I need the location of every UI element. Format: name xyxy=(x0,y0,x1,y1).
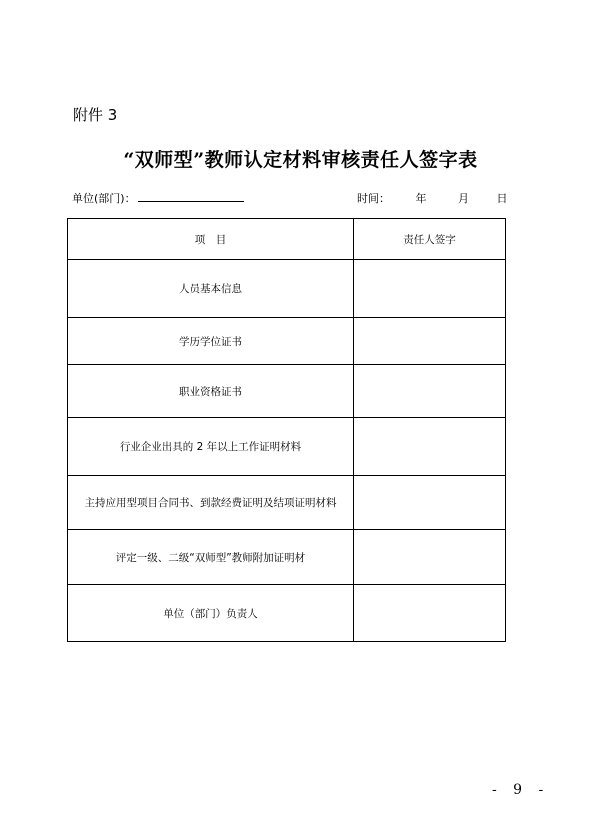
signature-cell xyxy=(354,476,506,530)
signature-cell xyxy=(354,260,506,318)
page-title: “双师型”教师认定材料审核责任人签字表 xyxy=(123,149,478,171)
year-label: 年 xyxy=(415,192,427,205)
table-header-row xyxy=(68,219,506,260)
row-label: 单位（部门）负责人 xyxy=(68,585,354,642)
signature-table xyxy=(67,218,506,642)
page-number: - 9 - xyxy=(492,782,550,798)
row-label: 学历学位证书 xyxy=(68,318,354,365)
unit-field xyxy=(72,190,244,206)
unit-blank-line xyxy=(138,191,244,202)
table-row xyxy=(68,476,506,530)
signature-cell xyxy=(354,318,506,365)
table-row xyxy=(68,260,506,318)
row-label: 评定一级、二级“双师型”教师附加证明材 xyxy=(68,530,354,585)
signature-cell xyxy=(354,365,506,418)
signature-cell xyxy=(354,418,506,476)
header-signature: 责任人签字 xyxy=(354,219,506,260)
header-item: 项 目 xyxy=(68,219,354,260)
row-label: 人员基本信息 xyxy=(68,260,354,318)
table-row xyxy=(68,585,506,642)
unit-label: 单位(部门)： xyxy=(72,192,136,205)
table-row xyxy=(68,318,506,365)
signature-cell xyxy=(354,530,506,585)
signature-cell xyxy=(354,585,506,642)
table-row xyxy=(68,530,506,585)
day-label: 日 xyxy=(496,192,508,205)
table-row xyxy=(68,418,506,476)
time-field xyxy=(357,190,508,206)
row-label: 行业企业出具的 2 年以上工作证明材料 xyxy=(68,418,354,476)
row-label: 职业资格证书 xyxy=(68,365,354,418)
month-label: 月 xyxy=(458,192,469,205)
row-label: 主持应用型项目合同书、到款经费证明及结项证明材料 xyxy=(68,476,354,530)
table-row xyxy=(68,365,506,418)
time-label: 时间： xyxy=(357,192,390,205)
attachment-label: 附件 3 xyxy=(73,106,118,124)
